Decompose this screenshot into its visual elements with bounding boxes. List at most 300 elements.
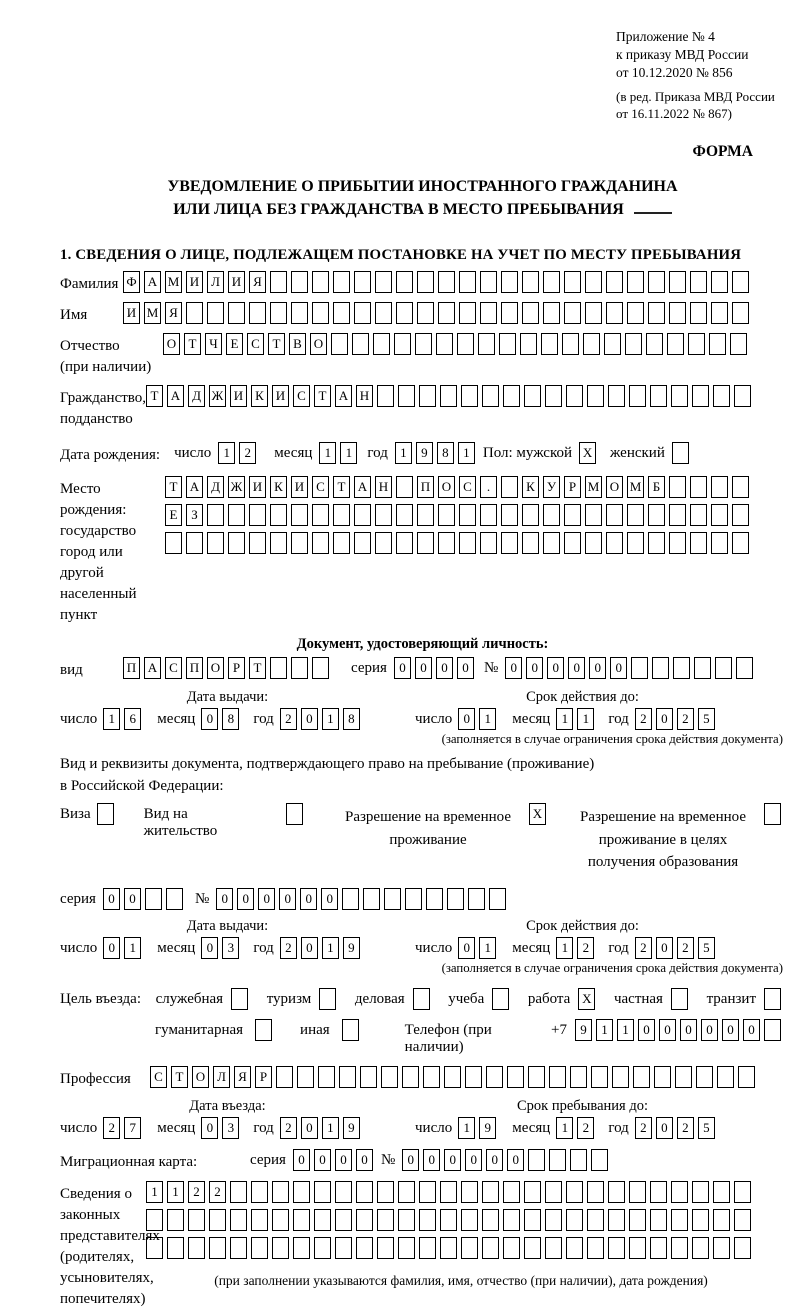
char-cell[interactable] bbox=[459, 504, 476, 526]
char-cell[interactable] bbox=[501, 271, 518, 293]
char-cell[interactable]: 0 bbox=[436, 657, 453, 679]
char-cell[interactable]: З bbox=[186, 504, 203, 526]
char-cell[interactable] bbox=[375, 302, 392, 324]
char-cell[interactable] bbox=[650, 1181, 667, 1203]
char-cell[interactable] bbox=[627, 532, 644, 554]
char-cell[interactable]: Р bbox=[228, 657, 245, 679]
char-cell[interactable] bbox=[629, 1237, 646, 1259]
char-cell[interactable] bbox=[648, 504, 665, 526]
char-cell[interactable]: 8 bbox=[437, 442, 454, 464]
char-cell[interactable]: О bbox=[438, 476, 455, 498]
char-cell[interactable]: 0 bbox=[568, 657, 585, 679]
char-cell[interactable] bbox=[625, 333, 642, 355]
char-cell[interactable] bbox=[440, 1237, 457, 1259]
checkbox-cell[interactable]: X bbox=[529, 803, 546, 825]
char-cell[interactable] bbox=[291, 302, 308, 324]
char-cell[interactable]: 0 bbox=[314, 1149, 331, 1171]
char-cell[interactable]: 1 bbox=[596, 1019, 613, 1041]
char-cell[interactable]: Я bbox=[234, 1066, 251, 1088]
char-cell[interactable] bbox=[522, 532, 539, 554]
char-cell[interactable] bbox=[356, 1237, 373, 1259]
char-cell[interactable] bbox=[478, 333, 495, 355]
char-cell[interactable] bbox=[459, 532, 476, 554]
char-cell[interactable] bbox=[293, 1209, 310, 1231]
char-cell[interactable] bbox=[738, 1066, 755, 1088]
char-cell[interactable] bbox=[583, 333, 600, 355]
char-cell[interactable] bbox=[335, 1209, 352, 1231]
char-cell[interactable] bbox=[398, 1181, 415, 1203]
char-cell[interactable] bbox=[587, 1181, 604, 1203]
char-cell[interactable]: 2 bbox=[239, 442, 256, 464]
char-cell[interactable] bbox=[146, 1209, 163, 1231]
char-cell[interactable]: 0 bbox=[444, 1149, 461, 1171]
char-cell[interactable] bbox=[440, 1181, 457, 1203]
char-cell[interactable] bbox=[402, 1066, 419, 1088]
char-cell[interactable] bbox=[673, 657, 690, 679]
char-cell[interactable]: 0 bbox=[300, 888, 317, 910]
char-cell[interactable] bbox=[423, 1066, 440, 1088]
char-cell[interactable] bbox=[587, 385, 604, 407]
char-cell[interactable] bbox=[486, 1066, 503, 1088]
char-cell[interactable] bbox=[354, 302, 371, 324]
char-cell[interactable] bbox=[440, 1209, 457, 1231]
char-cell[interactable] bbox=[604, 333, 621, 355]
char-cell[interactable]: И bbox=[291, 476, 308, 498]
char-cell[interactable] bbox=[524, 385, 541, 407]
char-cell[interactable]: 9 bbox=[343, 937, 360, 959]
char-cell[interactable]: 0 bbox=[465, 1149, 482, 1171]
char-cell[interactable]: 8 bbox=[343, 708, 360, 730]
char-cell[interactable]: 2 bbox=[280, 708, 297, 730]
char-cell[interactable] bbox=[713, 385, 730, 407]
char-cell[interactable]: 0 bbox=[458, 708, 475, 730]
char-cell[interactable] bbox=[314, 1209, 331, 1231]
char-cell[interactable] bbox=[501, 476, 518, 498]
char-cell[interactable] bbox=[146, 1237, 163, 1259]
char-cell[interactable]: 2 bbox=[103, 1117, 120, 1139]
char-cell[interactable] bbox=[713, 1209, 730, 1231]
char-cell[interactable] bbox=[671, 1237, 688, 1259]
char-cell[interactable] bbox=[528, 1066, 545, 1088]
char-cell[interactable]: И bbox=[230, 385, 247, 407]
char-cell[interactable] bbox=[331, 333, 348, 355]
char-cell[interactable] bbox=[585, 302, 602, 324]
char-cell[interactable] bbox=[377, 385, 394, 407]
char-cell[interactable] bbox=[165, 532, 182, 554]
char-cell[interactable]: И bbox=[123, 302, 140, 324]
char-cell[interactable]: Д bbox=[207, 476, 224, 498]
char-cell[interactable] bbox=[291, 532, 308, 554]
checkbox-cell[interactable] bbox=[319, 988, 336, 1010]
char-cell[interactable] bbox=[461, 1237, 478, 1259]
char-cell[interactable]: 2 bbox=[635, 708, 652, 730]
char-cell[interactable] bbox=[524, 1181, 541, 1203]
char-cell[interactable]: О bbox=[163, 333, 180, 355]
char-cell[interactable] bbox=[270, 504, 287, 526]
char-cell[interactable] bbox=[459, 271, 476, 293]
char-cell[interactable] bbox=[669, 302, 686, 324]
char-cell[interactable] bbox=[333, 302, 350, 324]
char-cell[interactable] bbox=[499, 333, 516, 355]
char-cell[interactable] bbox=[690, 532, 707, 554]
char-cell[interactable] bbox=[566, 1181, 583, 1203]
char-cell[interactable]: 1 bbox=[458, 1117, 475, 1139]
char-cell[interactable] bbox=[608, 1237, 625, 1259]
char-cell[interactable] bbox=[669, 504, 686, 526]
char-cell[interactable] bbox=[587, 1237, 604, 1259]
char-cell[interactable]: 0 bbox=[589, 657, 606, 679]
char-cell[interactable]: 2 bbox=[209, 1181, 226, 1203]
char-cell[interactable]: О bbox=[207, 657, 224, 679]
char-cell[interactable]: Б bbox=[648, 476, 665, 498]
char-cell[interactable]: М bbox=[627, 476, 644, 498]
char-cell[interactable] bbox=[503, 1237, 520, 1259]
char-cell[interactable]: 0 bbox=[423, 1149, 440, 1171]
char-cell[interactable] bbox=[524, 1237, 541, 1259]
char-cell[interactable]: 0 bbox=[279, 888, 296, 910]
char-cell[interactable]: 1 bbox=[218, 442, 235, 464]
char-cell[interactable] bbox=[333, 504, 350, 526]
char-cell[interactable]: 0 bbox=[656, 1117, 673, 1139]
char-cell[interactable] bbox=[291, 271, 308, 293]
char-cell[interactable]: 1 bbox=[322, 937, 339, 959]
char-cell[interactable] bbox=[188, 1237, 205, 1259]
char-cell[interactable] bbox=[249, 532, 266, 554]
char-cell[interactable] bbox=[606, 504, 623, 526]
char-cell[interactable] bbox=[503, 385, 520, 407]
char-cell[interactable]: Т bbox=[268, 333, 285, 355]
char-cell[interactable] bbox=[648, 271, 665, 293]
char-cell[interactable]: 1 bbox=[322, 708, 339, 730]
char-cell[interactable] bbox=[692, 1237, 709, 1259]
char-cell[interactable]: А bbox=[354, 476, 371, 498]
char-cell[interactable]: 9 bbox=[343, 1117, 360, 1139]
char-cell[interactable] bbox=[377, 1209, 394, 1231]
char-cell[interactable] bbox=[459, 302, 476, 324]
char-cell[interactable] bbox=[545, 1209, 562, 1231]
char-cell[interactable]: 2 bbox=[280, 937, 297, 959]
char-cell[interactable] bbox=[585, 532, 602, 554]
char-cell[interactable] bbox=[501, 532, 518, 554]
char-cell[interactable] bbox=[675, 1066, 692, 1088]
char-cell[interactable] bbox=[396, 271, 413, 293]
char-cell[interactable] bbox=[503, 1181, 520, 1203]
char-cell[interactable] bbox=[608, 1181, 625, 1203]
char-cell[interactable] bbox=[482, 385, 499, 407]
char-cell[interactable] bbox=[711, 271, 728, 293]
char-cell[interactable] bbox=[520, 333, 537, 355]
char-cell[interactable] bbox=[314, 1181, 331, 1203]
char-cell[interactable]: 0 bbox=[237, 888, 254, 910]
char-cell[interactable] bbox=[394, 333, 411, 355]
char-cell[interactable]: 2 bbox=[280, 1117, 297, 1139]
char-cell[interactable] bbox=[291, 504, 308, 526]
char-cell[interactable] bbox=[543, 302, 560, 324]
char-cell[interactable]: 1 bbox=[479, 708, 496, 730]
char-cell[interactable]: Е bbox=[226, 333, 243, 355]
char-cell[interactable] bbox=[545, 1181, 562, 1203]
checkbox-cell[interactable]: X bbox=[579, 442, 596, 464]
char-cell[interactable] bbox=[272, 1209, 289, 1231]
char-cell[interactable]: 1 bbox=[556, 708, 573, 730]
char-cell[interactable]: 1 bbox=[395, 442, 412, 464]
char-cell[interactable] bbox=[669, 532, 686, 554]
char-cell[interactable]: С bbox=[312, 476, 329, 498]
checkbox-cell[interactable] bbox=[286, 803, 303, 825]
char-cell[interactable] bbox=[736, 657, 753, 679]
char-cell[interactable] bbox=[564, 532, 581, 554]
char-cell[interactable] bbox=[734, 1181, 751, 1203]
char-cell[interactable] bbox=[480, 271, 497, 293]
char-cell[interactable]: С bbox=[459, 476, 476, 498]
char-cell[interactable]: 7 bbox=[124, 1117, 141, 1139]
char-cell[interactable] bbox=[543, 504, 560, 526]
char-cell[interactable]: Я bbox=[165, 302, 182, 324]
char-cell[interactable] bbox=[354, 271, 371, 293]
char-cell[interactable] bbox=[461, 1209, 478, 1231]
char-cell[interactable]: А bbox=[335, 385, 352, 407]
char-cell[interactable]: М bbox=[585, 476, 602, 498]
char-cell[interactable] bbox=[480, 504, 497, 526]
char-cell[interactable] bbox=[570, 1149, 587, 1171]
char-cell[interactable] bbox=[188, 1209, 205, 1231]
char-cell[interactable]: 8 bbox=[222, 708, 239, 730]
char-cell[interactable] bbox=[417, 532, 434, 554]
char-cell[interactable] bbox=[375, 271, 392, 293]
char-cell[interactable] bbox=[650, 1237, 667, 1259]
char-cell[interactable] bbox=[764, 1019, 781, 1041]
char-cell[interactable] bbox=[339, 1066, 356, 1088]
char-cell[interactable]: 0 bbox=[415, 657, 432, 679]
char-cell[interactable] bbox=[524, 1209, 541, 1231]
char-cell[interactable]: А bbox=[144, 657, 161, 679]
char-cell[interactable]: 0 bbox=[458, 937, 475, 959]
char-cell[interactable] bbox=[648, 532, 665, 554]
char-cell[interactable]: 2 bbox=[635, 937, 652, 959]
char-cell[interactable]: 1 bbox=[556, 937, 573, 959]
char-cell[interactable]: 0 bbox=[402, 1149, 419, 1171]
char-cell[interactable] bbox=[715, 657, 732, 679]
char-cell[interactable]: 3 bbox=[222, 1117, 239, 1139]
char-cell[interactable]: Т bbox=[171, 1066, 188, 1088]
char-cell[interactable] bbox=[692, 385, 709, 407]
char-cell[interactable] bbox=[608, 385, 625, 407]
char-cell[interactable] bbox=[291, 657, 308, 679]
char-cell[interactable] bbox=[419, 385, 436, 407]
char-cell[interactable] bbox=[230, 1181, 247, 1203]
char-cell[interactable] bbox=[489, 888, 506, 910]
char-cell[interactable] bbox=[318, 1066, 335, 1088]
char-cell[interactable]: 0 bbox=[293, 1149, 310, 1171]
char-cell[interactable] bbox=[373, 333, 390, 355]
char-cell[interactable]: 0 bbox=[321, 888, 338, 910]
char-cell[interactable] bbox=[312, 657, 329, 679]
char-cell[interactable]: 1 bbox=[458, 442, 475, 464]
char-cell[interactable] bbox=[228, 532, 245, 554]
checkbox-cell[interactable]: X bbox=[578, 988, 595, 1010]
char-cell[interactable] bbox=[606, 271, 623, 293]
char-cell[interactable]: 2 bbox=[577, 937, 594, 959]
char-cell[interactable] bbox=[711, 302, 728, 324]
char-cell[interactable]: 1 bbox=[319, 442, 336, 464]
char-cell[interactable]: Ж bbox=[228, 476, 245, 498]
char-cell[interactable] bbox=[335, 1237, 352, 1259]
char-cell[interactable]: 0 bbox=[659, 1019, 676, 1041]
char-cell[interactable]: 2 bbox=[677, 1117, 694, 1139]
char-cell[interactable] bbox=[732, 532, 749, 554]
char-cell[interactable] bbox=[166, 888, 183, 910]
char-cell[interactable]: Р bbox=[255, 1066, 272, 1088]
char-cell[interactable] bbox=[251, 1237, 268, 1259]
char-cell[interactable] bbox=[363, 888, 380, 910]
char-cell[interactable] bbox=[564, 271, 581, 293]
char-cell[interactable] bbox=[249, 302, 266, 324]
char-cell[interactable] bbox=[396, 504, 413, 526]
char-cell[interactable]: 0 bbox=[680, 1019, 697, 1041]
char-cell[interactable] bbox=[440, 385, 457, 407]
char-cell[interactable] bbox=[207, 302, 224, 324]
char-cell[interactable]: 0 bbox=[656, 708, 673, 730]
checkbox-cell[interactable] bbox=[671, 988, 688, 1010]
char-cell[interactable] bbox=[522, 271, 539, 293]
char-cell[interactable] bbox=[377, 1181, 394, 1203]
char-cell[interactable]: С bbox=[293, 385, 310, 407]
char-cell[interactable]: Я bbox=[249, 271, 266, 293]
char-cell[interactable]: 0 bbox=[356, 1149, 373, 1171]
char-cell[interactable]: 0 bbox=[722, 1019, 739, 1041]
char-cell[interactable]: 1 bbox=[617, 1019, 634, 1041]
char-cell[interactable] bbox=[398, 385, 415, 407]
char-cell[interactable]: 0 bbox=[301, 708, 318, 730]
char-cell[interactable] bbox=[480, 302, 497, 324]
char-cell[interactable] bbox=[417, 271, 434, 293]
char-cell[interactable]: С bbox=[247, 333, 264, 355]
char-cell[interactable] bbox=[356, 1181, 373, 1203]
char-cell[interactable] bbox=[356, 1209, 373, 1231]
char-cell[interactable] bbox=[591, 1149, 608, 1171]
char-cell[interactable] bbox=[396, 532, 413, 554]
char-cell[interactable]: Т bbox=[249, 657, 266, 679]
char-cell[interactable] bbox=[384, 888, 401, 910]
char-cell[interactable] bbox=[312, 302, 329, 324]
char-cell[interactable] bbox=[398, 1209, 415, 1231]
char-cell[interactable]: А bbox=[167, 385, 184, 407]
char-cell[interactable] bbox=[207, 504, 224, 526]
char-cell[interactable] bbox=[669, 271, 686, 293]
char-cell[interactable] bbox=[711, 532, 728, 554]
char-cell[interactable] bbox=[732, 476, 749, 498]
char-cell[interactable]: 9 bbox=[416, 442, 433, 464]
char-cell[interactable]: П bbox=[123, 657, 140, 679]
char-cell[interactable]: П bbox=[417, 476, 434, 498]
char-cell[interactable] bbox=[335, 1181, 352, 1203]
char-cell[interactable]: 5 bbox=[698, 1117, 715, 1139]
char-cell[interactable]: О bbox=[310, 333, 327, 355]
char-cell[interactable]: 0 bbox=[656, 937, 673, 959]
char-cell[interactable] bbox=[333, 532, 350, 554]
char-cell[interactable] bbox=[587, 1209, 604, 1231]
checkbox-cell[interactable] bbox=[342, 1019, 359, 1041]
char-cell[interactable] bbox=[654, 1066, 671, 1088]
char-cell[interactable]: Ч bbox=[205, 333, 222, 355]
char-cell[interactable]: 0 bbox=[486, 1149, 503, 1171]
char-cell[interactable] bbox=[438, 532, 455, 554]
char-cell[interactable]: И bbox=[186, 271, 203, 293]
char-cell[interactable]: О bbox=[606, 476, 623, 498]
char-cell[interactable]: 0 bbox=[394, 657, 411, 679]
char-cell[interactable] bbox=[482, 1209, 499, 1231]
char-cell[interactable] bbox=[585, 271, 602, 293]
char-cell[interactable] bbox=[314, 1237, 331, 1259]
char-cell[interactable] bbox=[564, 302, 581, 324]
char-cell[interactable] bbox=[396, 302, 413, 324]
char-cell[interactable] bbox=[482, 1237, 499, 1259]
char-cell[interactable] bbox=[585, 504, 602, 526]
char-cell[interactable] bbox=[230, 1209, 247, 1231]
char-cell[interactable]: 5 bbox=[698, 708, 715, 730]
char-cell[interactable] bbox=[627, 302, 644, 324]
char-cell[interactable] bbox=[312, 271, 329, 293]
char-cell[interactable] bbox=[438, 271, 455, 293]
char-cell[interactable]: 0 bbox=[526, 657, 543, 679]
char-cell[interactable] bbox=[396, 476, 413, 498]
char-cell[interactable] bbox=[717, 1066, 734, 1088]
char-cell[interactable] bbox=[209, 1237, 226, 1259]
char-cell[interactable] bbox=[312, 504, 329, 526]
char-cell[interactable] bbox=[650, 1209, 667, 1231]
char-cell[interactable]: С bbox=[150, 1066, 167, 1088]
char-cell[interactable] bbox=[293, 1181, 310, 1203]
char-cell[interactable]: 0 bbox=[216, 888, 233, 910]
char-cell[interactable] bbox=[562, 333, 579, 355]
char-cell[interactable] bbox=[606, 302, 623, 324]
char-cell[interactable]: 0 bbox=[201, 1117, 218, 1139]
checkbox-cell[interactable] bbox=[231, 988, 248, 1010]
char-cell[interactable] bbox=[545, 385, 562, 407]
char-cell[interactable]: А bbox=[144, 271, 161, 293]
checkbox-cell[interactable] bbox=[492, 988, 509, 1010]
char-cell[interactable] bbox=[543, 532, 560, 554]
char-cell[interactable] bbox=[436, 333, 453, 355]
char-cell[interactable] bbox=[709, 333, 726, 355]
char-cell[interactable] bbox=[251, 1181, 268, 1203]
char-cell[interactable] bbox=[360, 1066, 377, 1088]
char-cell[interactable]: И bbox=[249, 476, 266, 498]
char-cell[interactable] bbox=[352, 333, 369, 355]
char-cell[interactable] bbox=[696, 1066, 713, 1088]
char-cell[interactable]: 1 bbox=[103, 708, 120, 730]
char-cell[interactable]: 0 bbox=[457, 657, 474, 679]
char-cell[interactable] bbox=[415, 333, 432, 355]
char-cell[interactable] bbox=[528, 1149, 545, 1171]
char-cell[interactable] bbox=[145, 888, 162, 910]
char-cell[interactable] bbox=[690, 504, 707, 526]
char-cell[interactable] bbox=[503, 1209, 520, 1231]
char-cell[interactable] bbox=[732, 271, 749, 293]
char-cell[interactable] bbox=[566, 1237, 583, 1259]
char-cell[interactable] bbox=[690, 476, 707, 498]
char-cell[interactable] bbox=[648, 302, 665, 324]
char-cell[interactable] bbox=[461, 385, 478, 407]
char-cell[interactable] bbox=[608, 1209, 625, 1231]
char-cell[interactable] bbox=[522, 504, 539, 526]
char-cell[interactable] bbox=[734, 385, 751, 407]
char-cell[interactable] bbox=[629, 1209, 646, 1231]
char-cell[interactable] bbox=[419, 1237, 436, 1259]
char-cell[interactable]: Р bbox=[564, 476, 581, 498]
char-cell[interactable] bbox=[549, 1066, 566, 1088]
char-cell[interactable] bbox=[167, 1209, 184, 1231]
